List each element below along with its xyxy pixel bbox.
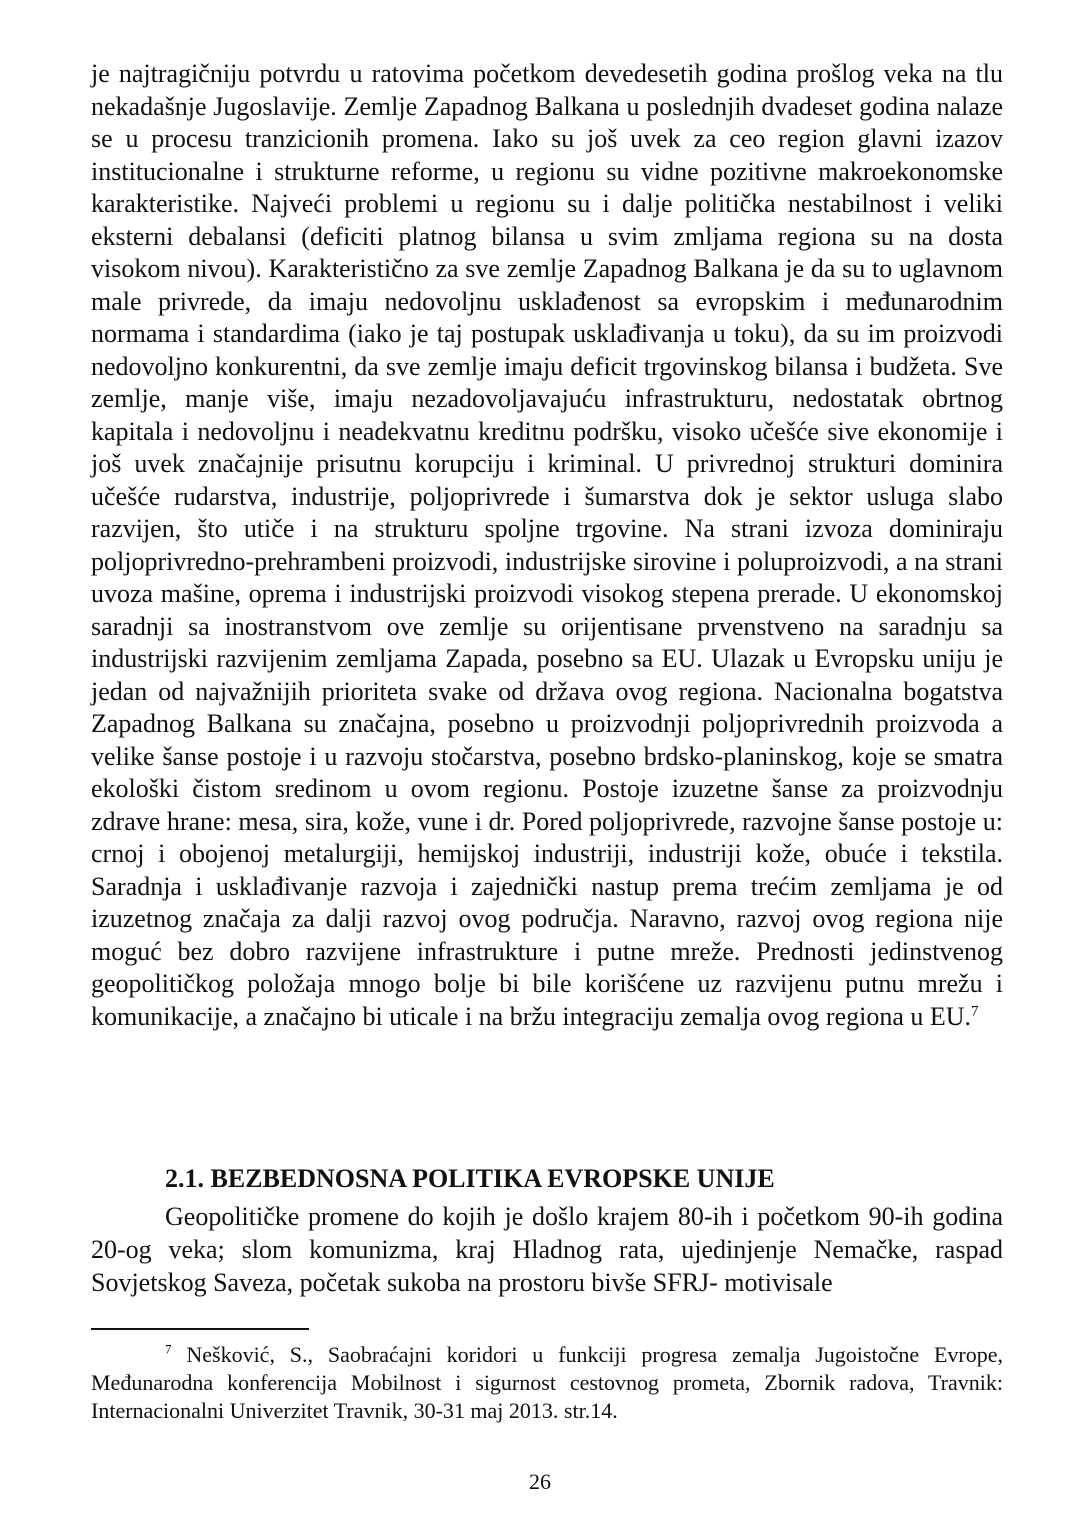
body-paragraph-text: je najtragičniju potvrdu u ratovima početkom devedesetih godina prošlog veka na tlu nekadašnje Jugoslavije. Zemlje Zapadnog Balkana u poslednjih dvadeset godina nalaze se u procesu tranzicionih promena. Iako su još uvek za ceo region glavni izazov institucionalne i strukturne reforme, u regionu su vidne pozitivne makroekonomske karakteristike. Najveći problemi u regionu su i dalje politička nestabilnost i veliki eksterni debalansi (deficiti platnog bilansa u svim zmljama regiona su na dosta visokom nivou). Karakteristično za sve zemlje Zapadnog Balkana je da su to uglavnom male privrede, da imaju nedovoljnu usklađenost sa evropskim i međunarodnim normama i standardima (iako je taj postupak usklađivanja u toku), da su im proizvodi nedovoljno konkurentni, da sve zemlje imaju deficit trgovinskog bilansa i budžeta. Sve zemlje, manje više, imaju nezadovoljavajuću infrastrukturu, nedostatak obrtnog kapitala i nedovoljnu i neadekvatnu kreditnu podršku, visoko učešće sive ekonomije i još uvek značajnije prisutnu korupciju i kriminal. U privrednoj strukturi dominira učešće rudarstva, industrije, poljoprivrede i šumarstva dok je sektor usluga slabo razvijen, što utiče i na strukturu spoljne trgovine. Na strani izvoza dominiraju poljoprivredno-prehrambeni proizvodi, industrijske sirovine i poluproizvodi, a na strani uvoza mašine, oprema i industrijski proizvodi visokog stepena prerade. U ekonomskoj saradnji sa inostranstvom ove zemlje su orijentisane prvenstveno na saradnju sa industrijski razvijenim zemljama Zapada, posebno sa EU. Ulazak u Evropsku uniju je jedan od najvažnijih prioriteta svake od država ovog regiona. Nacionalna bogatstva Zapadnog Balkana su značajna, posebno u proizvodnji poljoprivrednih proizvoda a velike šanse postoje i u razvoju stočarstva, posebno brdsko-planinskog, koje se smatra ekološki čistom sredinom u ovom regionu. Postoje izuzetne šanse za proizvodnju zdrave hrane: mesa, sira, kože, vune i dr. Pored poljoprivrede, razvojne šanse postoje u: crnoj i obojenoj metalurgiji, hemijskoj industriji, industriji kože, obuće i tekstila. Saradnja i usklađivanje razvoja i zajednički nastup prema trećim zemljama je od izuzetnog značaja za dalji razvoj ovog područja. Naravno, razvoj ovog regiona nije moguć bez dobro razvijene infrastrukture i putne mreže. Prednosti jedinstvenog geopolitičkog položaja mnogo bolje bi bile korišćene uz razvijenu putnu mrežu i komunikacije, a značajno bi uticale i na bržu integraciju zemalja ovog regiona u EU. [91,59,1003,1031]
footnote-reference[interactable]: 7 [971,1002,979,1019]
footnote-separator [91,1328,309,1330]
footnote-mark: 7 [165,1341,172,1357]
section-heading: 2.1. BEZBEDNOSNA POLITIKA EVROPSKE UNIJE [165,1164,775,1193]
section-paragraph: Geopolitičke promene do kojih je došlo krajem 80-ih i početkom 90-ih godina 20-og veka; slom komunizma, kraj Hladnog rata, ujedinjenje Nemačke, raspad Sovjetskog Saveza, početak sukoba na prostoru bivše SFRJ- motivisale [91,1202,1003,1297]
footnote-text: Nešković, S., Saobraćajni koridori u funkciji progresa zemalja Jugoistočne Evrope, Međunarodna konferencija Mobilnost i sigurnost cestovnog prometa, Zbornik radova, Travnik: Internacionalni Univerzitet Travnik, 30-31 maj 2013. str.14. [91,1342,1004,1423]
footnote [91,1341,1003,1425]
page-number: 26 [529,1469,551,1494]
body-paragraph [91,58,1003,1033]
